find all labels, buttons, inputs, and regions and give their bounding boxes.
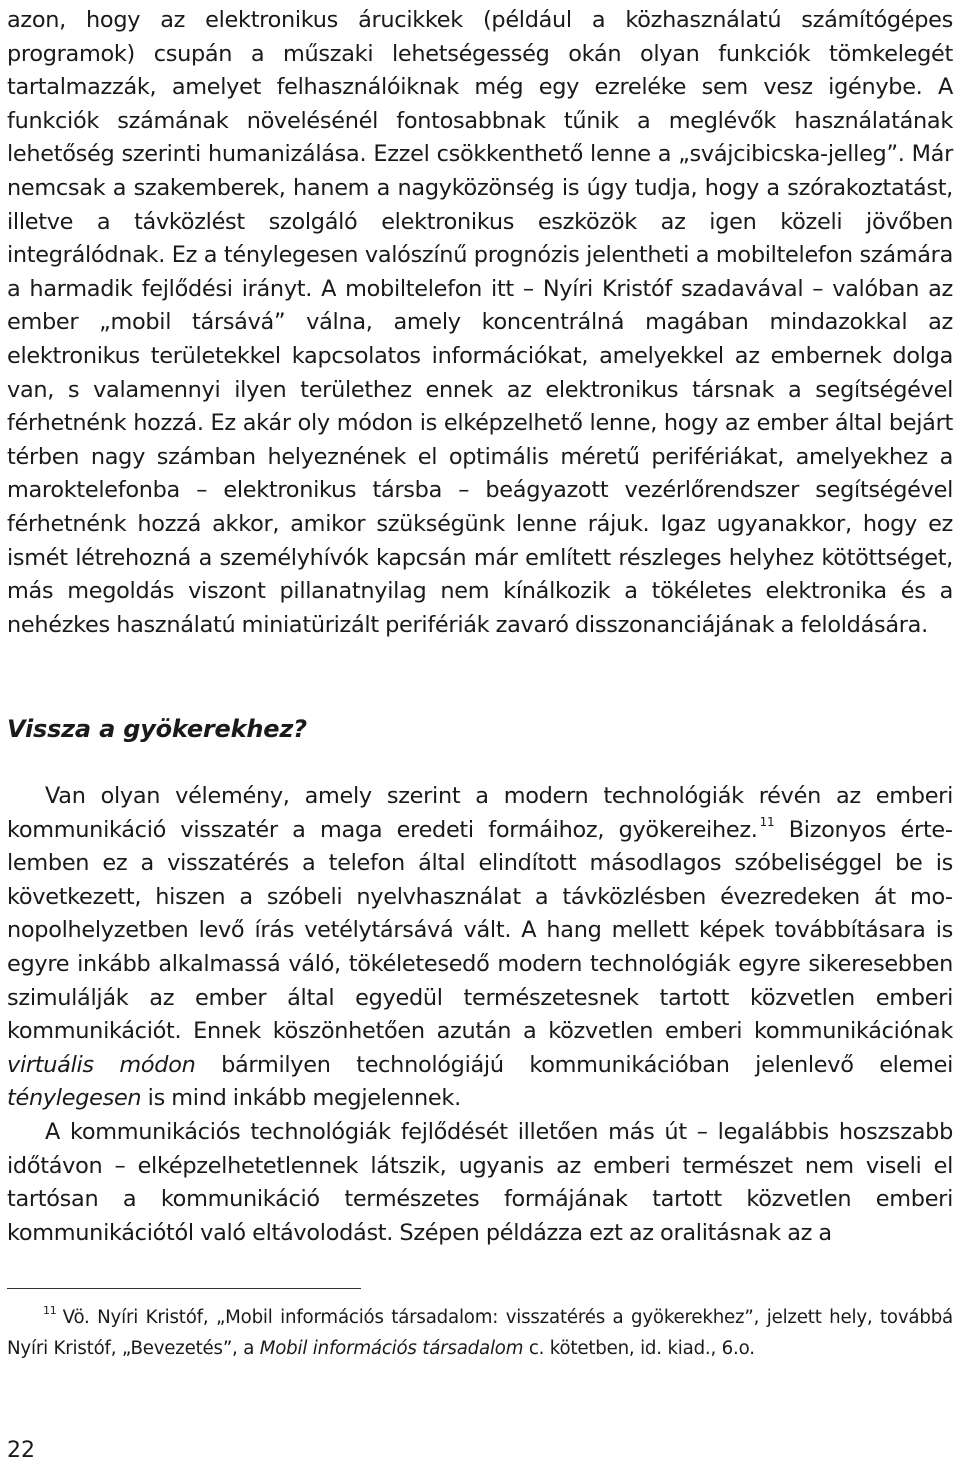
body-paragraph-2	[7, 780, 953, 1250]
paragraph-2-emphasis-virtual: virtuális módon	[7, 1051, 196, 1078]
page-number: 22	[7, 1438, 35, 1463]
body-paragraph-1: azon, hogy az elektronikus árucikkek (például a közhasználatú számítógépes programok) csupán a műszaki lehetségesség okán olyan funkciók tömkelegét tartalmazzák, amelyet felhasználóiknak még egy ezreléke sem vesz igénybe. A funkciók számának növelésénél fontosabbnak tűnik a meglévők használatának lehetőség szerinti humanizálása. Ezzel csökkenthető lenne a „svájcibicska-jelleg”. Már nemcsak a szakemberek, hanem a nagyközönség is úgy tudja, hogy a szórakoztatást, illetve a távközlést szolgáló elektronikus eszközök az igen közeli jövőben integrálódnak. Ez a ténylegesen valószínű prognózis jelentheti a mobiltelefon számára a harmadik fejlődési irányt. A mobiltelefon itt – Nyíri Kristóf szadavával – valóban az ember „mobil társává” válna, amely koncentrálná magában mindazokkal az elektronikus területekkel kapcsolatos információkat, amelyekkel az embernek dolga van, s valamennyi ilyen területhez ennek az elektronikus társnak a segítségével férhetnénk hozzá. Ez akár oly módon is elképzelhető lenne, hogy az ember által bejárt térben nagy számban helyeznének el optimális méretű perifériákat, amelyekhez a maroktelefonba – elektronikus társba – beágyazott vezérlőrendszer segítségével férhetnénk hozzá akkor, amikor szükségünk lenne rájuk. Igaz ugyanakkor, hogy ez ismét létrehozná a személyhívók kapcsán már említett részleges helyhez kötöttséget, más megoldás viszont pillanatnyilag nem kínálkozik a tökéletes elektronika és a nehézkes használatú miniatürizált perifériák zavaró disszonanciájának a feloldására.	[7, 7, 953, 638]
paragraph-2-text-a: Van olyan vélemény, amely szerint a modern technológiák révén az emberi kommunikáció visszatér a maga eredeti formáihoz, gyökereihez.	[7, 783, 953, 843]
footnote-text-a: Vö. Nyíri Kristóf, „Mobil információs társadalom: visszatérés a gyökerekhez”, jelzett hely, továbbá Nyíri Kristóf, „Bevezetés”, a	[7, 1307, 953, 1359]
paragraph-2-text-c: bármilyen technológiájú kommunikációban jelenlevő elemei	[195, 1051, 953, 1078]
paragraph-2-text-d: is mind inkább megjelennek.	[141, 1085, 461, 1112]
section-heading: Vissza a gyökerekhez?	[7, 715, 307, 743]
footnote-text-b: c. kötetben, id. kiad., 6.o.	[523, 1338, 755, 1359]
footnote: 11 Vö. Nyíri Kristóf, „Mobil információs társadalom: visszatérés a gyökerekhez”, jelzett hely, továbbá Nyíri Kristóf, „Bevezetés”, a Mobil információs társadalom c. kötetben, id. kiad., 6.o.	[7, 1304, 953, 1359]
body-paragraph-3: A kommunikációs technológiák fejlődését illetően más út – legalábbis hoszszabb időtávon – elképzelhetetlennek látszik, ugyanis az emberi természet nem viseli el tartósan a kommunikáció természetes formájának tartott közvetlen emberi kommunikációtól való eltávolodást. Szépen példázza ezt az oralitásnak az a	[7, 1118, 953, 1246]
footnote-reference[interactable]: 11	[759, 814, 775, 829]
paragraph-2-emphasis-actual: ténylegesen	[7, 1085, 142, 1112]
paragraph-2-text-b: Bizonyos értelemben ez a visszatérés a telefon által elindított másodlagos szóbeliséggel be is következett, hiszen a szóbeli nyelvhasználat a távközlésben évezredeken át monopolhelyzetben levő írás vetélytársává vált. A hang mellett képek továbbításara is egyre inkább alkalmassá váló, tökéletesedő modern technológiák egyre sikeresebben szimulálják az ember által egyedül természetesnek tartott közvetlen emberi kommunikációt. Ennek köszönhetően azután a közvetlen emberi kommunikációnak	[7, 816, 953, 1045]
footnote-divider	[7, 1288, 361, 1289]
footnote-book-title: Mobil információs társadalom	[259, 1338, 524, 1359]
